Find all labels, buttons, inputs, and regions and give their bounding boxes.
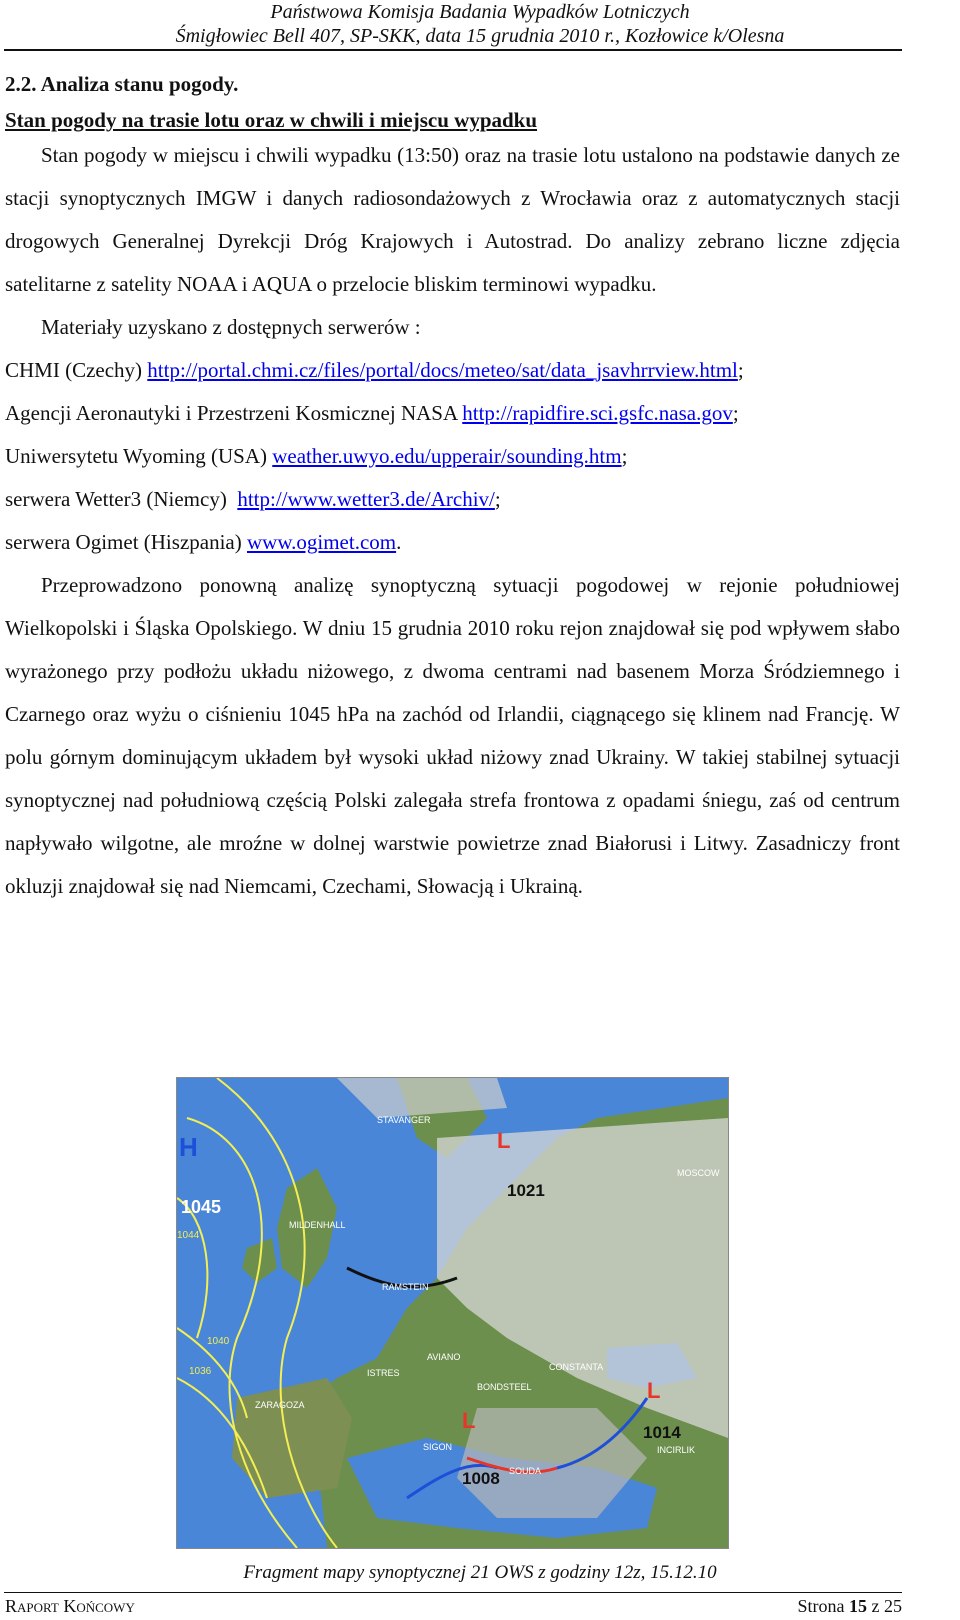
station-zaragoza: ZARAGOZA [255, 1400, 305, 1410]
source-suffix: . [396, 530, 402, 554]
station-moscow: MOSCOW [677, 1168, 720, 1178]
station-mildenhall: MILDENHALL [289, 1220, 346, 1230]
source-link-nasa[interactable]: http://rapidfire.sci.gsfc.nasa.gov [462, 401, 733, 425]
footer-page-total: 25 [884, 1596, 902, 1616]
source-line-ogimet [5, 521, 900, 564]
source-line-wetter3 [5, 478, 900, 521]
isobar-label-1044: 1044 [177, 1230, 200, 1241]
high-pressure-value: 1045 [181, 1197, 222, 1217]
source-line-wyoming [5, 435, 900, 478]
footer-page-current: 15 [849, 1596, 867, 1616]
station-aviano: AVIANO [427, 1352, 461, 1362]
station-bondsteel: BONDSTEEL [477, 1382, 532, 1392]
header-rule [4, 49, 902, 51]
isobar-label-1036: 1036 [189, 1366, 212, 1377]
footer-page-prefix: Strona [797, 1596, 849, 1616]
footer-report-title: Raport Końcowy [5, 1596, 135, 1616]
station-ramstein: RAMSTEIN [382, 1282, 429, 1292]
low-pressure-letter-east: L [647, 1378, 661, 1403]
station-souda: SOUDA [509, 1466, 542, 1476]
station-istres: ISTRES [367, 1368, 400, 1378]
station-sigonella: SIGON [423, 1442, 453, 1452]
source-suffix: ; [494, 487, 501, 511]
source-line-chmi [5, 349, 900, 392]
footer-rule [4, 1592, 902, 1593]
high-pressure-letter: H [179, 1132, 198, 1162]
source-suffix: ; [621, 444, 628, 468]
low-pressure-value-east: 1014 [643, 1423, 681, 1442]
source-label: CHMI (Czechy) [5, 358, 148, 382]
source-link-chmi[interactable]: http://portal.chmi.cz/files/portal/docs/meteo/sat/data_jsavhrrview.html [147, 358, 738, 382]
low-pressure-letter-south: L [462, 1408, 476, 1433]
figure-caption: Fragment mapy synoptycznej 21 OWS z godziny 12z, 15.12.10 [243, 1562, 717, 1583]
header-line-1: Państwowa Komisja Badania Wypadków Lotniczych [270, 1, 690, 23]
source-line-nasa [5, 392, 900, 435]
source-link-wetter3[interactable]: http://www.wetter3.de/Archiv/ [237, 487, 495, 511]
footer-page-number [798, 1596, 903, 1617]
materials-intro: Materiały uzyskano z dostępnych serwerów : [41, 315, 421, 339]
low-pressure-letter-north: L [497, 1128, 511, 1153]
header-line-2: Śmigłowiec Bell 407, SP-SKK, data 15 grudnia 2010 r., Kozłowice k/Olesna [175, 25, 785, 47]
section-subtitle: Stan pogody na trasie lotu oraz w chwili i miejscu wypadku [5, 108, 538, 132]
station-constanta: CONSTANTA [549, 1362, 604, 1372]
source-label: serwera Wetter3 (Niemcy) [5, 487, 238, 511]
station-incirlik: INCIRLIK [657, 1445, 696, 1455]
source-label: serwera Ogimet (Hiszpania) [5, 530, 247, 554]
station-stavanger: STAVANGER [377, 1115, 431, 1125]
source-label: Uniwersytetu Wyoming (USA) [5, 444, 273, 468]
source-link-wyoming[interactable]: weather.uwyo.edu/upperair/sounding.htm [272, 444, 622, 468]
page-header [0, 0, 960, 48]
source-link-ogimet[interactable]: www.ogimet.com [246, 530, 397, 554]
paragraph-2: Przeprowadzono ponowną analizę synoptyczną sytuacji pogodowej w rejonie południowej Wielkopolski i Śląska Opolskiego. W dniu 15 grudnia 2010 roku rejon znajdował się pod wpływem słabo wyrażonego przy podłożu układu niżowego, z dwoma centrami nad basenem Morza Śródziemnego i Czarnego oraz wyżu o ciśnieniu 1045 hPa na zachód od Irlandii, ciągnącego się klinem nad Francję. W polu górnym dominującym układem był wysoki układ niżowy znad Ukrainy. W takiej stabilnej sytuacji synoptycznej nad południową częścią Polski zalegała strefa frontowa z opadami śniegu, zaś od centrum napływało wilgotne, ale mroźne w dolnej warstwie powietrze znad Białorusi i Litwy. Zasadniczy front okluzji znajdował się nad Niemcami, Czechami, Słowacją i Ukrainą. [5, 573, 900, 898]
isobar-label-1040: 1040 [207, 1336, 230, 1347]
section-title: 2.2. Analiza stanu pogody. [5, 72, 239, 96]
low-pressure-value-south: 1008 [462, 1469, 500, 1488]
source-suffix: ; [737, 358, 744, 382]
source-label: Agencji Aeronautyki i Przestrzeni Kosmicznej NASA [5, 401, 463, 425]
footer-page-mid: z [867, 1596, 884, 1616]
source-suffix: ; [732, 401, 739, 425]
paragraph-1: Stan pogody w miejscu i chwili wypadku (13:50) oraz na trasie lotu ustalono na podstawie danych ze stacji synoptycznych IMGW i danych radiosondażowych z Wrocławia oraz z automatycznych stacji drogowych Generalnej Dyrekcji Dróg Krajowych i Autostrad. Do analizy zebrano liczne zdjęcia satelitarne z satelity NOAA i AQUA o przelocie bliskim terminowi wypadku. [5, 143, 900, 296]
page-body [5, 70, 900, 908]
synoptic-map-svg [177, 1078, 728, 1548]
synoptic-map [176, 1077, 729, 1549]
low-pressure-value-north: 1021 [507, 1181, 545, 1200]
